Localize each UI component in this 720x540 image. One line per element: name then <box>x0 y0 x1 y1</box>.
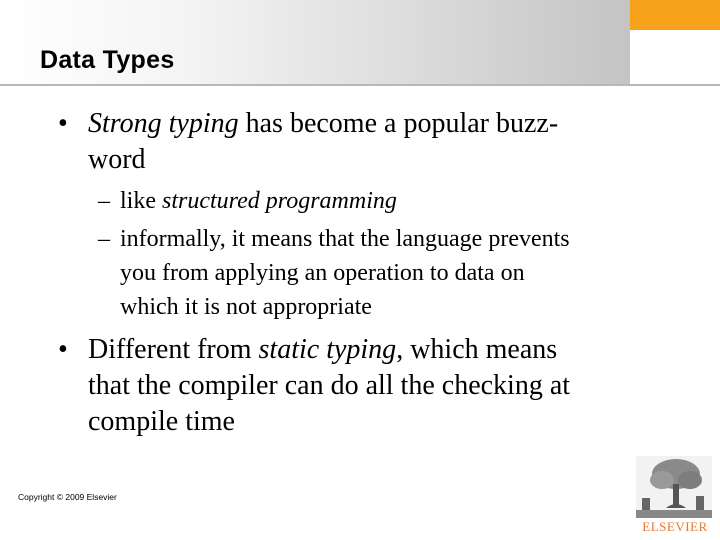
title-divider <box>0 84 720 86</box>
elsevier-logo-text: ELSEVIER <box>642 519 708 534</box>
bullet-marker: • <box>58 108 68 139</box>
sub-bullet-marker: – <box>98 226 110 252</box>
italic-term: Strong typing <box>88 108 239 139</box>
slide-title: Data Types <box>40 46 175 74</box>
sub-bullet-line: you from applying an operation to data on <box>120 260 525 286</box>
bullet-text <box>88 106 648 178</box>
sub-bullet-line: which it is not appropriate <box>120 294 372 320</box>
accent-bar <box>630 0 720 30</box>
bullet-text <box>88 332 648 440</box>
line-text: Different from <box>88 334 259 365</box>
sub-bullet-line: informally, it means that the language prevents <box>120 226 570 252</box>
sub-bullet-text <box>120 184 660 218</box>
line-text: like <box>120 188 162 214</box>
sub-bullet-text <box>120 222 660 324</box>
line-text: , which means <box>396 334 558 365</box>
bullet-line <box>88 106 648 142</box>
bullet-line: compile time <box>88 406 235 437</box>
italic-term: static typing <box>258 334 397 365</box>
line-text: has become a popular buzz- <box>238 108 559 139</box>
bullet-line: that the compiler can do all the checking at <box>88 370 571 401</box>
sub-bullet-marker: – <box>98 188 110 214</box>
italic-term: structured programming <box>162 188 397 214</box>
copyright-text: Copyright © 2009 Elsevier <box>18 492 117 502</box>
bullet-marker: • <box>58 334 68 365</box>
bullet-line <box>88 332 648 368</box>
sub-bullet-line <box>120 184 660 218</box>
bullet-line: word <box>88 144 146 175</box>
